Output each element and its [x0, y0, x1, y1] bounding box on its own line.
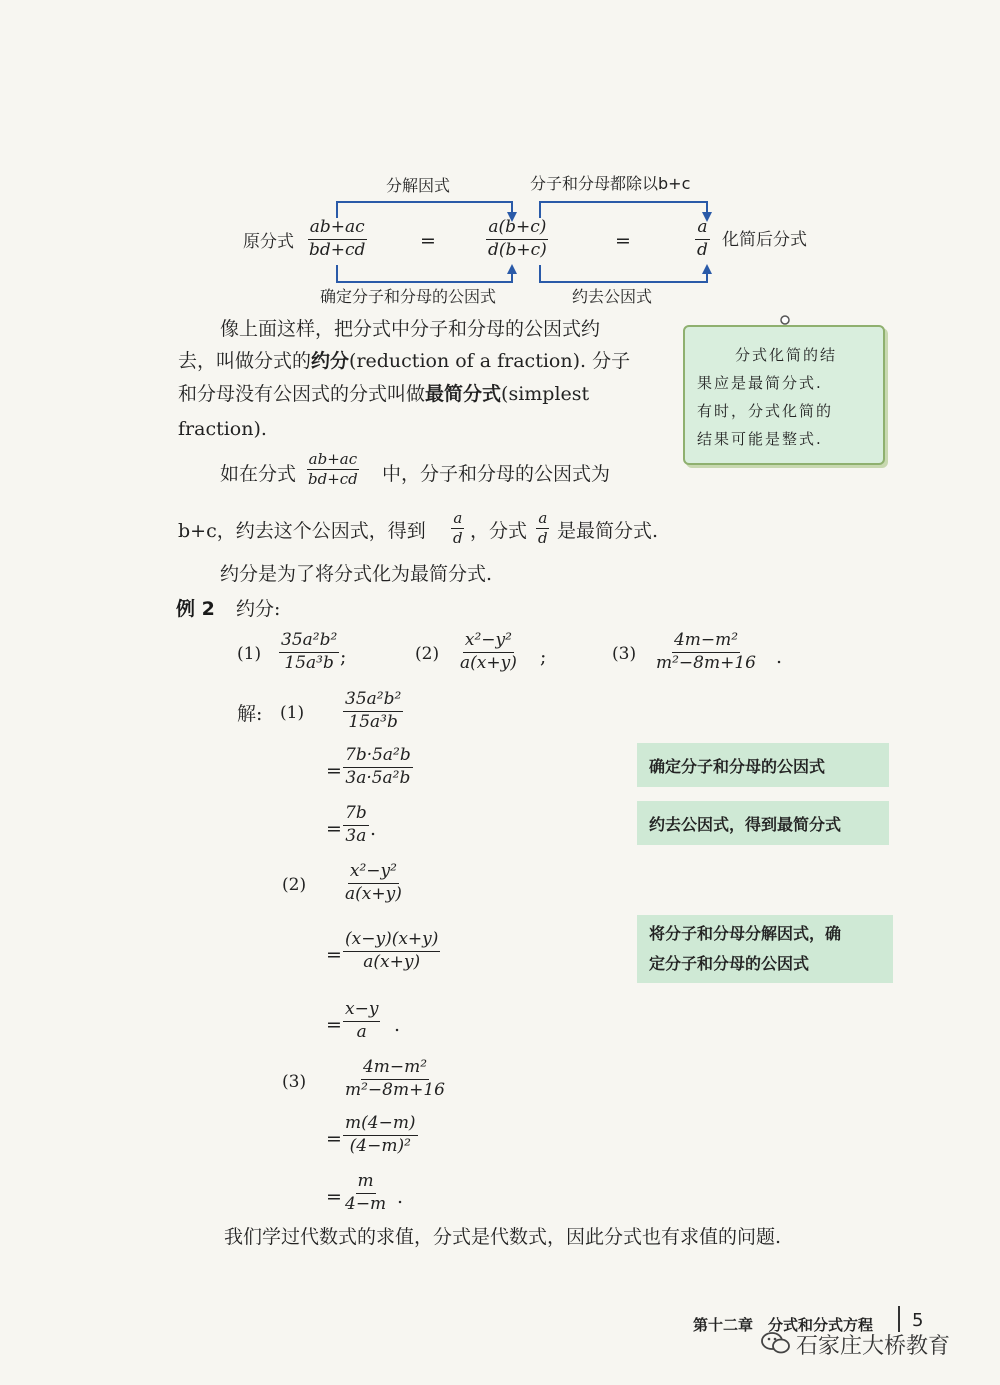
- equals-sign: =: [326, 760, 342, 782]
- text: (reduction of a fraction). 分子: [349, 350, 631, 372]
- denominator: d: [453, 529, 463, 548]
- denominator: a(x+y): [363, 951, 421, 972]
- para2-line2: b+c，约去这个公因式，得到: [178, 520, 426, 542]
- text: (simplest: [501, 383, 590, 405]
- problem-3-label: (3): [612, 644, 637, 664]
- para2-lead: 如在分式: [220, 463, 297, 485]
- diagram-fraction-simplified: [695, 218, 710, 260]
- solution-1-step-1: [343, 690, 403, 732]
- note-line: 有时，分式化简的: [697, 402, 834, 420]
- numerator: x−y: [343, 1000, 380, 1022]
- solution-1-label: (1): [280, 703, 305, 723]
- numerator: 4m−m²: [361, 1058, 429, 1080]
- equals-sign: =: [326, 944, 342, 966]
- para1-line4: fraction).: [178, 418, 267, 440]
- denominator: bd+cd: [308, 470, 358, 489]
- period: .: [397, 1186, 404, 1208]
- para1-line3: [178, 385, 589, 404]
- diagram-fraction-original: [307, 218, 367, 260]
- numerator: x²−y²: [348, 862, 399, 884]
- semicolon: ;: [540, 646, 547, 668]
- term-simplest-fraction: 最简分式: [425, 383, 502, 405]
- watermark-text: 石家庄大桥教育: [796, 1334, 951, 1359]
- solution-3-step-2: [343, 1114, 418, 1156]
- problem-2-label: (2): [415, 644, 440, 664]
- problem-2-fraction: [458, 631, 519, 673]
- denominator: bd+cd: [309, 239, 366, 260]
- denominator: a(x+y): [460, 652, 517, 673]
- denominator: m²−8m+16: [656, 652, 756, 673]
- sidebar-note: [683, 325, 885, 465]
- denominator: 3a·5a²b: [345, 767, 411, 788]
- solution-2-step-1: [343, 862, 404, 904]
- numerator: m: [356, 1172, 376, 1194]
- note-line: 结果可能是整式.: [697, 430, 823, 448]
- numerator: 7b: [343, 804, 369, 826]
- equals-sign: =: [326, 1128, 342, 1150]
- problem-1-fraction: [279, 631, 339, 673]
- diagram-top-label-divide: 分子和分母都除以b+c: [530, 174, 691, 193]
- denominator: 15a³b: [284, 652, 334, 673]
- numerator: 7b·5a²b: [343, 746, 413, 768]
- period: .: [776, 646, 783, 668]
- period: .: [394, 1014, 401, 1036]
- denominator: 4−m: [345, 1193, 387, 1214]
- diagram-original-label: 原分式: [243, 232, 294, 252]
- equals-sign: =: [326, 818, 342, 840]
- denominator: 15a³b: [348, 711, 398, 732]
- para2-mid: 中，分子和分母的公因式为: [382, 463, 611, 485]
- numerator: x²−y²: [463, 631, 514, 653]
- equals-sign: =: [326, 1014, 342, 1036]
- tip-common-factor: [637, 743, 889, 787]
- note-line: 果应是最简分式.: [697, 374, 823, 392]
- equals-sign: =: [420, 230, 436, 252]
- para2-end: 是最简分式.: [557, 520, 659, 542]
- denominator: a(x+y): [345, 883, 402, 904]
- numerator: a(b+c): [486, 218, 548, 240]
- denominator: m²−8m+16: [345, 1079, 445, 1100]
- solution-label: 解:: [237, 703, 263, 725]
- tip-text: 定分子和分母的公因式: [649, 954, 810, 973]
- numerator: a: [536, 510, 549, 529]
- numerator: (x−y)(x+y): [343, 930, 440, 952]
- diagram-bottom-label-common: 确定分子和分母的公因式: [320, 287, 497, 306]
- diagram-fraction-factored: [486, 218, 549, 260]
- denominator: a: [356, 1021, 367, 1042]
- page-number: 5: [912, 1310, 924, 1331]
- tip-factor-first: [637, 915, 893, 983]
- problem-3-fraction: [654, 631, 758, 673]
- tip-text: 约去公因式，得到最简分式: [649, 814, 842, 834]
- equals-sign: =: [615, 230, 631, 252]
- numerator: m(4−m): [343, 1114, 418, 1136]
- solution-3-step-3: [343, 1172, 388, 1214]
- problem-1-label: (1): [237, 644, 262, 664]
- chapter-title: 第十二章 分式和分式方程: [693, 1316, 874, 1334]
- denominator: 3a: [345, 825, 367, 846]
- denominator: (4−m)²: [349, 1135, 411, 1156]
- tip-text: 将分子和分母分解因式，确: [649, 924, 842, 943]
- numerator: 35a²b²: [279, 631, 339, 653]
- para1-line1: 像上面这样，把分式中分子和分母的公因式约: [220, 318, 601, 340]
- example-task: 约分:: [236, 598, 281, 620]
- wechat-icon: [760, 1330, 792, 1356]
- solution-2-step-2: [343, 930, 440, 972]
- diagram-bottom-label-cancel: 约去公因式: [572, 287, 653, 306]
- solution-3-label: (3): [282, 1072, 307, 1092]
- text: 和分母没有公因式的分式叫做: [178, 383, 426, 405]
- closing-paragraph: 我们学过代数式的求值，分式是代数式，因此分式也有求值的问题.: [224, 1226, 782, 1248]
- solution-1-step-3: [343, 804, 369, 846]
- para2-text: ，分式: [470, 520, 528, 542]
- solution-3-step-1: [343, 1058, 447, 1100]
- denominator: d(b+c): [488, 239, 547, 260]
- semicolon: ;: [340, 646, 347, 668]
- para2-result-fraction-2: [536, 510, 550, 548]
- reduction-diagram-arrows: [0, 0, 1000, 320]
- example-label: 例 2: [176, 598, 215, 620]
- numerator: 35a²b²: [343, 690, 403, 712]
- period: .: [370, 818, 377, 840]
- denominator: d: [697, 239, 708, 260]
- numerator: a: [695, 218, 709, 240]
- tip-cancel-factor: [637, 801, 889, 845]
- solution-2-step-3: [343, 1000, 380, 1042]
- term-reduction: 约分: [311, 350, 350, 372]
- para2-result-fraction: [451, 510, 465, 548]
- numerator: 4m−m²: [672, 631, 740, 653]
- para2-fraction: [306, 451, 360, 489]
- diagram-top-label-factor: 分解因式: [386, 176, 451, 195]
- numerator: a: [451, 510, 464, 529]
- tip-text: 确定分子和分母的公因式: [649, 756, 826, 776]
- para3: 约分是为了将分式化为最简分式.: [220, 563, 493, 585]
- para1-line2: [178, 352, 630, 371]
- numerator: ab+ac: [307, 451, 359, 470]
- numerator: ab+ac: [308, 218, 367, 240]
- denominator: d: [538, 529, 548, 548]
- solution-2-label: (2): [282, 875, 307, 895]
- diagram-simplified-label: 化简后分式: [722, 230, 807, 250]
- text: 去，叫做分式的: [178, 350, 312, 372]
- equals-sign: =: [326, 1186, 342, 1208]
- solution-1-step-2: [343, 746, 413, 788]
- note-line: 分式化简的结: [735, 346, 838, 364]
